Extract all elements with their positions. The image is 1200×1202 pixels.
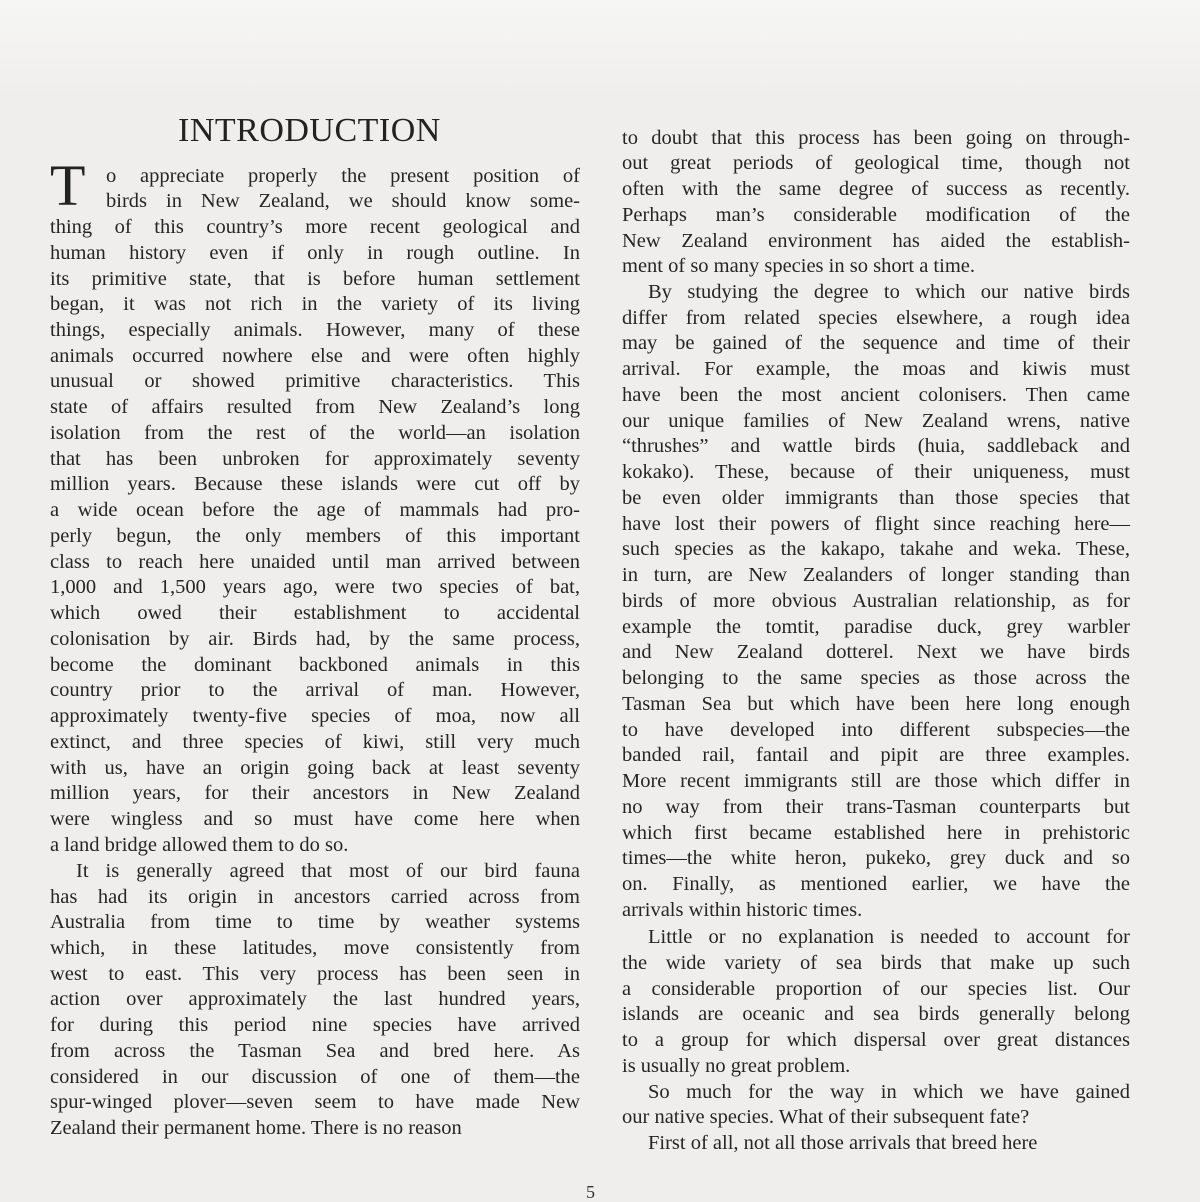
- drop-cap-letter: T: [50, 153, 86, 218]
- left-column-text-line: things, especially animals. However, many of these: [50, 319, 580, 341]
- left-column-text-line: which, in these latitudes, move consistently from: [50, 937, 580, 959]
- left-column-text-line: country prior to the arrival of man. However,: [50, 679, 580, 701]
- left-column-text-line: million years, for their ancestors in New Zealand: [50, 782, 580, 804]
- left-column-text-line: spur-winged plover—seven seem to have made New: [50, 1091, 580, 1113]
- left-column-text-line: Australia from time to time by weather systems: [50, 911, 580, 933]
- right-column-text-line: More recent immigrants still are those which differ in: [622, 770, 1130, 792]
- right-column-text-line: to have developed into different subspecies—the: [622, 719, 1130, 741]
- right-column-text-line: which first became established here in prehistoric: [622, 822, 1130, 844]
- right-column-text-line: So much for the way in which we have gained: [648, 1081, 1130, 1103]
- right-column-text-line: have lost their powers of flight since reaching here—: [622, 513, 1130, 535]
- left-column-text-line: perly begun, the only members of this important: [50, 525, 580, 547]
- right-column-text-line: times—the white heron, pukeko, grey duck and so: [622, 847, 1130, 869]
- right-column-text-line: and New Zealand dotterel. Next we have birds: [622, 641, 1130, 663]
- right-column-text-line: “thrushes” and wattle birds (huia, saddleback and: [622, 435, 1130, 457]
- right-column-text-line: the wide variety of sea birds that make up such: [622, 952, 1130, 974]
- left-column-text-line: colonisation by air. Birds had, by the same process,: [50, 628, 580, 650]
- left-column-text-line: state of affairs resulted from New Zealand’s long: [50, 396, 580, 418]
- right-column-text-line: islands are oceanic and sea birds generally belong: [622, 1003, 1130, 1025]
- right-column-text-line: is usually no great problem.: [622, 1055, 851, 1077]
- left-column-text-line: west to east. This very process has been seen in: [50, 963, 580, 985]
- right-column-text-line: out great periods of geological time, though not: [622, 152, 1130, 174]
- page-title: INTRODUCTION: [178, 112, 441, 149]
- right-column-text-line: be even older immigrants than those species that: [622, 487, 1130, 509]
- left-column-text-line: birds in New Zealand, we should know some-: [106, 190, 580, 212]
- right-column-text-line: banded rail, fantail and pipit are three examples.: [622, 744, 1130, 766]
- left-column-text-line: extinct, and three species of kiwi, still very much: [50, 731, 580, 753]
- left-column-text-line: considered in our discussion of one of them—the: [50, 1066, 580, 1088]
- right-column-text-line: a considerable proportion of our species list. Our: [622, 978, 1130, 1000]
- right-column-text-line: First of all, not all those arrivals that breed here: [648, 1132, 1038, 1154]
- left-column-text-line: It is generally agreed that most of our bird fauna: [76, 860, 580, 882]
- right-column-text-line: example the tomtit, paradise duck, grey warbler: [622, 616, 1130, 638]
- right-column-text-line: on. Finally, as mentioned earlier, we have the: [622, 873, 1130, 895]
- left-column-text-line: approximately twenty-five species of moa, now all: [50, 705, 580, 727]
- left-column-text-line: with us, have an origin going back at least seventy: [50, 757, 580, 779]
- left-column-text-line: o appreciate properly the present position of: [106, 165, 580, 187]
- left-column-text-line: class to reach here unaided until man arrived between: [50, 551, 580, 573]
- right-column-text-line: our native species. What of their subsequent fate?: [622, 1106, 1030, 1128]
- right-column-text-line: often with the same degree of success as recently.: [622, 178, 1130, 200]
- right-column-text-line: to doubt that this process has been going on through-: [622, 127, 1130, 149]
- left-column-text-line: from across the Tasman Sea and bred here. As: [50, 1040, 580, 1062]
- right-column-text-line: ment of so many species in so short a time.: [622, 255, 975, 277]
- right-column-text-line: By studying the degree to which our native birds: [648, 281, 1130, 303]
- left-column-text-line: its primitive state, that is before human settlement: [50, 268, 580, 290]
- left-column-text-line: isolation from the rest of the world—an isolation: [50, 422, 580, 444]
- right-column-text-line: New Zealand environment has aided the establish-: [622, 230, 1130, 252]
- left-column-text-line: unusual or showed primitive characteristics. This: [50, 370, 580, 392]
- right-column-text-line: such species as the kakapo, takahe and weka. These,: [622, 538, 1130, 560]
- right-column-text-line: may be gained of the sequence and time of their: [622, 332, 1130, 354]
- left-column-text-line: began, it was not rich in the variety of its living: [50, 293, 580, 315]
- left-column-text-line: a wide ocean before the age of mammals had pro-: [50, 499, 580, 521]
- left-column-text-line: has had its origin in ancestors carried across from: [50, 886, 580, 908]
- right-column-text-line: Perhaps man’s considerable modification of the: [622, 204, 1130, 226]
- left-column-text-line: human history even if only in rough outline. In: [50, 242, 580, 264]
- left-column-text-line: a land bridge allowed them to do so.: [50, 834, 349, 856]
- left-column-text-line: which owed their establishment to accidental: [50, 602, 580, 624]
- left-column-text-line: thing of this country’s more recent geological and: [50, 216, 580, 238]
- right-column-text-line: to a group for which dispersal over great distances: [622, 1029, 1130, 1051]
- right-column-text-line: birds of more obvious Australian relationship, as for: [622, 590, 1130, 612]
- right-column-text-line: have been the most ancient colonisers. Then came: [622, 384, 1130, 406]
- left-column-text-line: action over approximately the last hundred years,: [50, 988, 580, 1010]
- page-number: 5: [586, 1182, 595, 1202]
- right-column-text-line: arrival. For example, the moas and kiwis must: [622, 358, 1130, 380]
- right-column-text-line: no way from their trans-Tasman counterparts but: [622, 796, 1130, 818]
- right-column-text-line: Tasman Sea but which have been here long enough: [622, 693, 1130, 715]
- right-column-text-line: in turn, are New Zealanders of longer standing than: [622, 564, 1130, 586]
- left-column-text-line: 1,000 and 1,500 years ago, were two species of bat,: [50, 576, 580, 598]
- left-column-text-line: Zealand their permanent home. There is no reason: [50, 1117, 462, 1139]
- left-column-text-line: that has been unbroken for approximately seventy: [50, 448, 580, 470]
- left-column-text-line: million years. Because these islands were cut off by: [50, 473, 580, 495]
- right-column-text-line: kokako). These, because of their uniqueness, must: [622, 461, 1130, 483]
- right-column-text-line: differ from related species elsewhere, a rough idea: [622, 307, 1130, 329]
- right-column-text-line: belonging to the same species as those across the: [622, 667, 1130, 689]
- right-column-text-line: Little or no explanation is needed to account for: [648, 926, 1130, 948]
- right-column-text-line: our unique families of New Zealand wrens, native: [622, 410, 1130, 432]
- left-column-text-line: were wingless and so must have come here when: [50, 808, 580, 830]
- left-column-text-line: for during this period nine species have arrived: [50, 1014, 580, 1036]
- right-column-text-line: arrivals within historic times.: [622, 899, 863, 921]
- left-column-text-line: become the dominant backboned animals in this: [50, 654, 580, 676]
- left-column-text-line: animals occurred nowhere else and were often highly: [50, 345, 580, 367]
